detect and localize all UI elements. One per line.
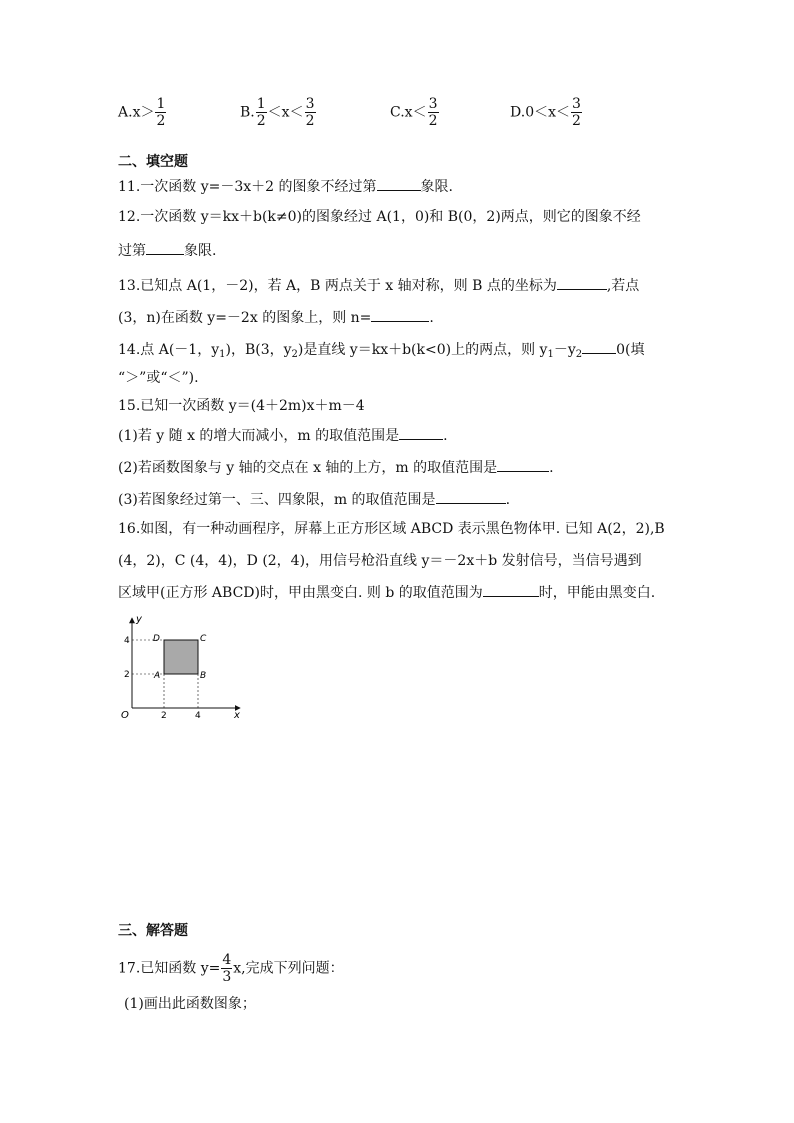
section-title: 三、解答题 (118, 923, 188, 939)
question-15-part-1: (1)若 y 随 x 的增大而减小，m 的取值范围是 . (118, 425, 448, 446)
question-12-cont: 过第 象限. (118, 240, 216, 261)
choice-b: B. $\frac{1}{2}$ ＜x＜ $\frac{3}{2}$ (240, 96, 315, 129)
y-axis-label: y (136, 614, 142, 625)
question-14-cont: “＞”或“＜”). (118, 370, 199, 386)
tick-label: 2 (161, 711, 167, 721)
answer-blank (371, 307, 429, 322)
point-label: B (200, 671, 207, 681)
fraction: $\frac{1}{2}$ (156, 96, 166, 129)
tick-label: 2 (124, 670, 130, 680)
question-15-part-3: (3)若图象经过第一、三、四象限，m 的取值范围是 . (118, 489, 510, 510)
fraction: $\frac{4}{3}$ (222, 952, 232, 985)
question-15-part-2: (2)若函数图象与 y 轴的交点在 x 轴的上方，m 的取值范围是 . (118, 457, 554, 478)
question-13-cont: (3，n)在函数 y=－2x 的图象上，则 n= . (118, 307, 434, 328)
fraction: $\frac{3}{2}$ (305, 96, 315, 129)
question-11: 11.一次函数 y=－3x＋2 的图象不经过第 象限. (118, 176, 453, 197)
section-title: 二、填空题 (118, 154, 188, 170)
answer-blank (497, 457, 549, 472)
choice-c: C.x＜ $\frac{3}{2}$ (390, 96, 438, 129)
origin-label: O (121, 710, 129, 721)
square-abcd (164, 640, 198, 674)
answer-blank (483, 582, 539, 597)
question-17: 17.已知函数 y= $\frac{4}{3}$ x,完成下列问题： (118, 952, 344, 985)
question-16: 16.如图，有一种动画程序，屏幕上正方形区域 ABCD 表示黑色物体甲. 已知 A(2，2),B (118, 521, 665, 537)
question-16-cont-2: 区域甲(正方形 ABCD)时，甲由黑变白. 则 b 的取值范围为 时，甲能由黑变白. (118, 582, 655, 603)
answer-blank (582, 339, 616, 354)
question-16-cont: (4，2)，C (4，4)，D (2，4)，用信号枪沿直线 y＝－2x＋b 发射信号，当信号遇到 (118, 553, 642, 569)
tick-label: 4 (124, 636, 130, 646)
question-12: 12.一次函数 y＝kx＋b(k≠0)的图象经过 A(1，0)和 B(0，2)两点，则它的图象不经 (118, 209, 641, 225)
fraction: $\frac{3}{2}$ (572, 96, 581, 129)
x-axis-label: x (234, 710, 240, 721)
choice-a: A.x＞ $\frac{1}{2}$ (118, 96, 166, 129)
question-13: 13.已知点 A(1，－2)，若 A，B 两点关于 x 轴对称，则 B 点的坐标为 ,若点 (118, 275, 639, 296)
answer-blank (399, 425, 443, 440)
question-17-part-1: (1)画出此函数图象； (124, 996, 256, 1012)
answer-blank (377, 176, 421, 191)
point-label: D (153, 634, 160, 644)
fraction: $\frac{3}{2}$ (428, 96, 438, 129)
answer-blank (436, 489, 506, 504)
fraction: $\frac{1}{2}$ (256, 96, 266, 129)
coordinate-figure (112, 612, 252, 722)
answer-blank (146, 240, 184, 255)
question-15: 15.已知一次函数 y＝(4＋2m)x＋m－4 (118, 398, 365, 414)
choice-d: D.0＜x＜ $\frac{3}{2}$ (510, 96, 581, 129)
answer-blank (557, 275, 607, 290)
point-label: C (200, 634, 207, 644)
point-label: A (154, 671, 161, 681)
question-14: 14.点 A(－1，$y_1$)，B(3，$y_2$)是直线 y＝kx＋b(k<0)上的两点，则 $y_1-y_2$ 0(填 (118, 339, 645, 365)
tick-label: 4 (195, 711, 201, 721)
